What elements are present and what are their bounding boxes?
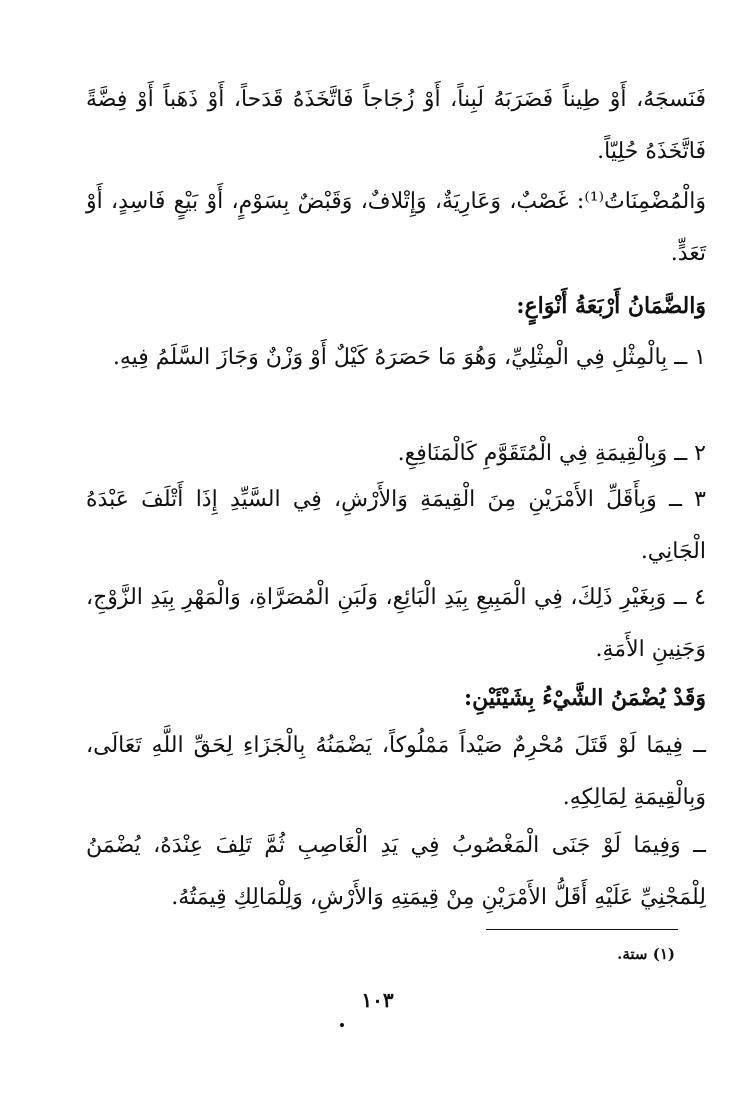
heading-four-types [86,280,706,332]
heading-two-things [86,672,706,724]
list-item-3 [86,474,706,578]
paragraph-text: فَنَسجَهُ، أَوْ طِيناً فَضَرَبَهُ لَبِناً، أَوْ زُجَاجاً فَاتَّخَذَهُ قَدَحاً، أَوْ ذَهَباً أَوْ فِضَّةً فَاتَّخَذَهُ حُلِيّاً. [86,87,706,164]
page-number: ١٠٣ [361,988,394,1012]
paragraph-transformations [86,74,706,178]
list-item-text: ٢ ــ وَبِالْقِيمَةِ فِي الْمُتَقَوَّمِ كَالْمَنَافِعِ. [397,441,706,466]
case-muhrim [86,720,706,824]
list-item-2 [86,428,706,480]
list-item-1 [86,332,706,384]
paragraph-text: وَالْمُضْمِنَاتُ⁽¹⁾: غَصْبٌ، وَعَارِيَةٌ، وَإِتْلافٌ، وَقَبْضٌ بِسَوْمٍ، أَوْ بَيْعٍ فَاسِدٍ، أَوْ تَعَدٍّ. [86,189,706,266]
list-item-text: ١ ــ بِالْمِثْلِ فِي الْمِثْلِيِّ، وَهُوَ مَا حَصَرَهُ كَيْلٌ أَوْ وَزْنٌ وَجَازَ السَّلَمُ فِيهِ. [112,345,706,370]
footnote: (١) ستة. [617,945,675,963]
list-item-text: ٤ ــ وَبِغَيْرِ ذَلِكَ، فِي الْمَبِيعِ بِيَدِ الْبَائِعِ، وَلَبَنِ الْمُصَرَّاةِ، وَالْمَهْرِ بِيَدِ الزَّوْجِ، وَجَنِينِ الأَمَةِ. [86,585,706,662]
footnote-divider [486,929,678,930]
case-maghsub [86,820,706,924]
heading-text: وَقَدْ يُضْمَنُ الشَّيْءُ بِشَيْئَيْنِ: [464,685,706,711]
case-text: ــ وَفِيمَا لَوْ جَنَى الْمَغْصُوبُ فِي يَدِ الْغَاصِبِ ثُمَّ تَلِفَ عِنْدَهُ، يُضْمَنُ لِلْمَجْنِيِّ عَلَيْهِ أَقَلُّ الأَمْرَيْنِ مِنْ قِيمَتِهِ وَالأَرْشِ، وَلِلْمَالِكِ قِيمَتُهُ. [86,833,707,910]
list-item-4 [86,572,706,676]
list-item-text: ٣ ــ وَبِأَقَلِّ الأَمْرَيْنِ مِنَ الْقِيمَةِ وَالأَرْشِ، فِي السَّيِّدِ إِذَا أَتْلَفَ عَبْدَهُ الْجَانِي. [86,487,706,564]
heading-text: وَالضَّمَانُ أَرْبَعَةُ أَنْوَاعٍ: [516,293,706,319]
case-text: ــ فِيمَا لَوْ قَتَلَ مُحْرِمٌ صَيْداً مَمْلُوكاً، يَضْمَنُهُ بِالْجَزَاءِ لِحَقِّ اللَّهِ تَعَالَى، وَبِالْقِيمَةِ لِمَالِكِهِ. [86,733,706,810]
page-mark-dot [340,1023,344,1027]
paragraph-mudminat [86,176,706,280]
